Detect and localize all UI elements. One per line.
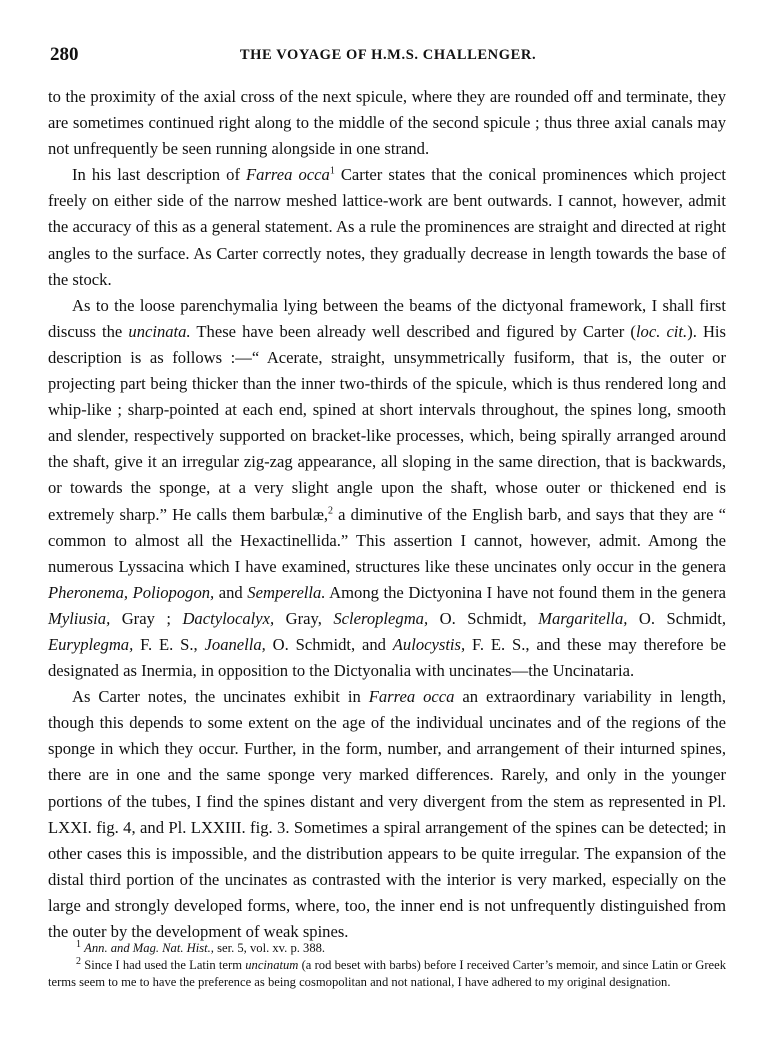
taxon-name: Pheronema, Poliopogon,: [48, 582, 215, 602]
text-run: Gray,: [274, 608, 334, 628]
running-title: THE VOYAGE OF H.M.S. CHALLENGER.: [239, 47, 537, 63]
text-run: O. Schmidt,: [627, 608, 726, 628]
taxon-name: Euryplegma,: [48, 634, 134, 654]
taxon-name: Joanella,: [204, 634, 266, 654]
text-run: These have been already well described and figured by Carter (: [190, 321, 636, 341]
taxon-name: Aulocystis,: [392, 634, 466, 654]
taxon-name: Scleroplegma,: [333, 608, 429, 628]
text-run: As to the loose parenchymalia lying between the beams of the dictyonal framework, I shall first discuss the: [48, 295, 726, 341]
text-run: O. Schmidt, and: [265, 634, 393, 654]
italic-term: uncinatum: [245, 958, 299, 972]
text-run: an extraordinary variability in length, though this depends to some extent on the age of the individual uncinates and of the regions of the sponge in which they occur. Further, in the form, number, and arrangement of their inturned spines, there are in one and the same sponge very marked differences. Rarely, and only in the younger portions of the tubes, I find the spines distant and very divergent from the stem as represented in Pl. LXXI. fig. 4, and Pl. LXXIII. fig. 3. Sometimes a spiral arrangement of the spines can be detected; in other cases this is impossible, and the distribution appears to be quite irregular. The expansion of the distal third portion of the uncinates as contrasted with the interior is very marked, especially on the large and strongly developed forms, where, too, the inner end is not unfrequently distinguished from the outer by the development of weak spines.: [48, 687, 726, 941]
paragraph: [48, 162, 726, 292]
text-run: Carter states that the conical prominences which project freely on either side of the narrow meshed lattice-work are bent outwards. I cannot, however, admit the accuracy of this as a general statement. As a rule the prominences are straight and directed at right angles to the surface. As Carter correctly notes, they gradually decrease in length towards the base of the stock.: [48, 165, 726, 289]
text-run: Among the Dictyonina I have not found them in the genera: [325, 582, 726, 602]
taxon-name: Farrea occa: [246, 165, 330, 185]
paragraph: [48, 293, 726, 684]
text-run: F. E. S., and these may therefore be designated as Inermia, in opposition to the Dictyonalia with uncinates—the Uncinataria.: [48, 634, 726, 681]
taxon-name: Dactylocalyx,: [182, 608, 275, 628]
taxon-name: Semperella.: [247, 582, 326, 602]
page-number: 280: [50, 44, 79, 65]
footnote: [48, 957, 726, 991]
text-run: Gray ;: [110, 608, 183, 628]
text-run: Since I had used the Latin term: [81, 958, 246, 972]
footnotes: [48, 940, 726, 991]
footnote-marker: 1: [76, 938, 81, 950]
footnote: [48, 940, 726, 957]
text-run: ser. 5, vol. xv. p. 388.: [213, 941, 326, 955]
footnote-ref: 2: [328, 504, 334, 516]
taxon-name: Farrea occa: [368, 687, 455, 707]
text-run: (a rod beset with barbs) before I received Carter’s memoir, and since Latin or Greek terms seem to me to have the preference as being cosmopolitan and not national, I have adhered to my original designation.: [48, 958, 726, 989]
text-run: As Carter notes, the uncinates exhibit in: [72, 687, 369, 707]
journal-title: Ann. and Mag. Nat. Hist.,: [84, 941, 214, 955]
text-run: O. Schmidt,: [428, 608, 539, 628]
taxon-name: Margaritella,: [538, 608, 628, 628]
italic-term: uncinata.: [128, 321, 191, 341]
paragraph: [48, 684, 726, 945]
paragraph: [48, 84, 726, 162]
body-text: [48, 84, 726, 945]
footnote-ref: 1: [329, 165, 335, 177]
italic-term: loc. cit.: [635, 321, 688, 341]
text-run: to the proximity of the axial cross of the next spicule, where they are rounded off and terminate, they are sometimes continued right along to the middle of the second spicule ; thus three axial canals may not unfrequently be seen running alongside in one strand.: [48, 87, 726, 159]
text-run: In his last description of: [72, 165, 247, 185]
text-run: ). His description is as follows :—“ Acerate, straight, unsymmetrically fusiform, that is, the outer or projecting part being thicker than the inner two-thirds of the spicule, which is thus rendered long and whip-like ; sharp-pointed at each end, spined at short intervals throughout, the spines long, smooth and slender, respectively supported on bracket-like processes, which, being spirally arranged around the shaft, give it an irregular zig-zag appearance, all sloping in the same direction, that is backwards, or towards the sponge, at a very slight angle upon the shaft, whose outer or thickened end is extremely sharp.” He calls them barbulæ,: [48, 321, 726, 524]
page-header: [50, 44, 726, 68]
text-run: F. E. S.,: [133, 634, 205, 654]
text-run: a diminutive of the English barb, and says that they are “ common to almost all the Hexactinellida.” This assertion I cannot, however, admit. Among the numerous Lyssacina which I have examined, structures like these uncinates only occur in the genera: [48, 504, 726, 576]
taxon-name: Myliusia,: [48, 608, 111, 628]
text-run: and: [214, 582, 248, 602]
footnote-marker: 2: [76, 955, 81, 967]
